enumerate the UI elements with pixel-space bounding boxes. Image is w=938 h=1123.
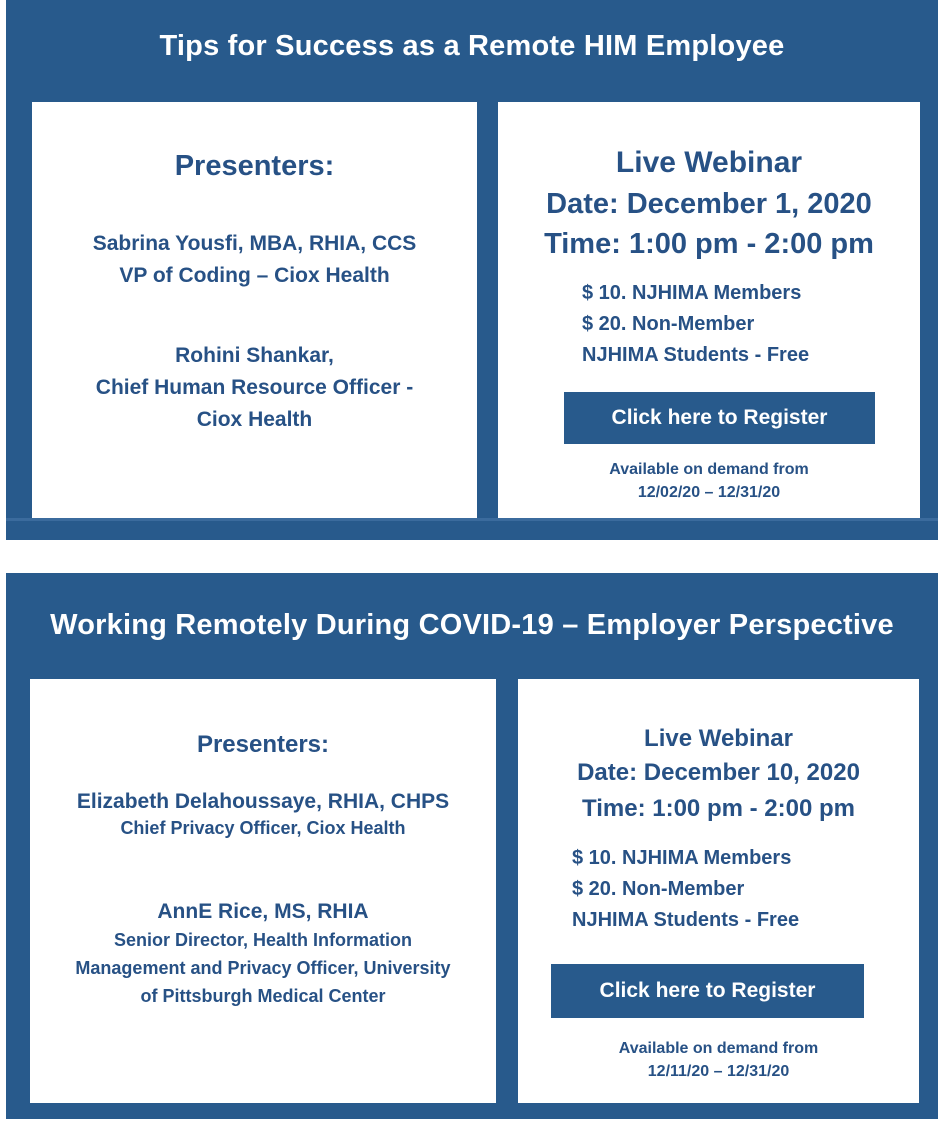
webinar-date: Date: December 10, 2020 [577,759,860,786]
presenter-name: Sabrina Yousfi, MBA, RHIA, CCS [92,232,417,255]
live-webinar-label: Live Webinar [615,146,803,179]
presenter-name: Rohini Shankar, [175,344,334,367]
price-non-member: $ 20. Non-Member [582,313,755,335]
price-non-member: $ 20. Non-Member [572,878,745,900]
webinar-time: Time: 1:00 pm - 2:00 pm [582,795,855,822]
presenters-heading: Presenters: [174,150,335,182]
pricing-list [572,843,799,936]
presenter-2 [32,340,477,436]
register-button[interactable]: Click here to Register [564,392,875,444]
on-demand-info [498,458,920,504]
presenter-role: Senior Director, Health Information [113,930,413,950]
live-webinar-label: Live Webinar [644,725,793,752]
price-students: NJHIMA Students - Free [582,344,810,366]
price-members: $ 10. NJHIMA Members [572,847,792,869]
presenter-1 [30,787,496,840]
presenter-role: Chief Human Resource Officer - [95,376,414,399]
on-demand-label: Available on demand from [609,461,809,478]
presenters-panel [32,102,477,518]
webinar-details-panel [518,679,919,1103]
webinar-date: Date: December 1, 2020 [546,188,872,220]
presenter-role: of Pittsburgh Medical Center [140,986,386,1006]
presenter-role: VP of Coding – Ciox Health [119,264,390,287]
price-students: NJHIMA Students - Free [572,909,800,931]
on-demand-dates: 12/02/20 – 12/31/20 [637,484,781,501]
webinar-details-panel [498,102,920,518]
presenter-org: Ciox Health [196,408,313,431]
presenters-heading: Presenters: [196,731,330,758]
on-demand-info [518,1037,919,1083]
webinar-card-1 [6,0,938,540]
presenter-name: AnnE Rice, MS, RHIA [157,900,369,923]
webinar-title: Tips for Success as a Remote HIM Employee [159,30,785,62]
presenters-panel [30,679,496,1103]
presenter-name: Elizabeth Delahoussaye, RHIA, CHPS [76,790,450,813]
price-members: $ 10. NJHIMA Members [582,282,802,304]
divider [6,518,938,521]
on-demand-dates: 12/11/20 – 12/31/20 [647,1063,790,1080]
webinar-time: Time: 1:00 pm - 2:00 pm [544,228,874,260]
pricing-list [582,278,809,371]
webinar-card-2 [6,573,938,1119]
presenter-1 [32,228,477,292]
on-demand-label: Available on demand from [618,1040,819,1057]
webinar-title: Working Remotely During COVID-19 – Employer Perspective [50,609,894,641]
presenter-2 [30,897,496,1010]
presenter-role: Management and Privacy Officer, University [75,958,451,978]
presenter-role: Chief Privacy Officer, Ciox Health [120,818,406,838]
register-button[interactable]: Click here to Register [551,964,864,1018]
